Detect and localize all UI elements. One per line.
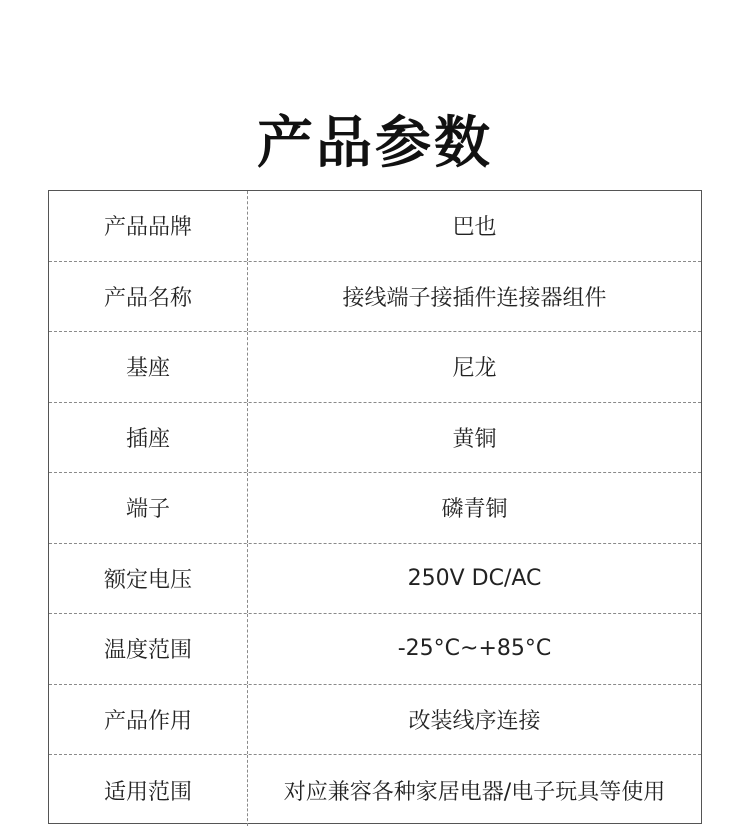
table-row-socket [49,403,701,474]
row-label: 产品品牌 [49,191,248,261]
row-label: 插座 [49,403,248,473]
row-value: 对应兼容各种家居电器/电子玩具等使用 [283,779,666,805]
table-row-function [49,685,701,756]
row-label: 温度范围 [49,614,248,684]
row-label: 端子 [49,473,248,543]
row-label: 产品作用 [49,685,248,755]
table-row-voltage [49,544,701,615]
row-value: 巴也 [452,215,497,241]
table-row-terminal [49,473,701,544]
spec-table [48,190,702,824]
row-value: 磷青铜 [441,497,508,523]
page-title: 产品参数 [257,110,493,176]
row-value: 尼龙 [452,356,497,382]
row-label: 额定电压 [49,544,248,614]
row-value: -25°C~+85°C [397,636,552,662]
table-row-application [49,755,701,826]
row-label: 适用范围 [49,755,248,826]
row-label: 基座 [49,332,248,402]
row-value: 改装线序连接 [408,708,541,734]
row-label: 产品名称 [49,262,248,332]
row-value: 250V DC/AC [407,565,542,591]
table-row-brand [49,191,701,262]
row-value: 接线端子接插件连接器组件 [342,285,607,311]
row-value: 黄铜 [452,426,497,452]
table-row-base [49,332,701,403]
table-row-name [49,262,701,333]
table-row-temperature [49,614,701,685]
